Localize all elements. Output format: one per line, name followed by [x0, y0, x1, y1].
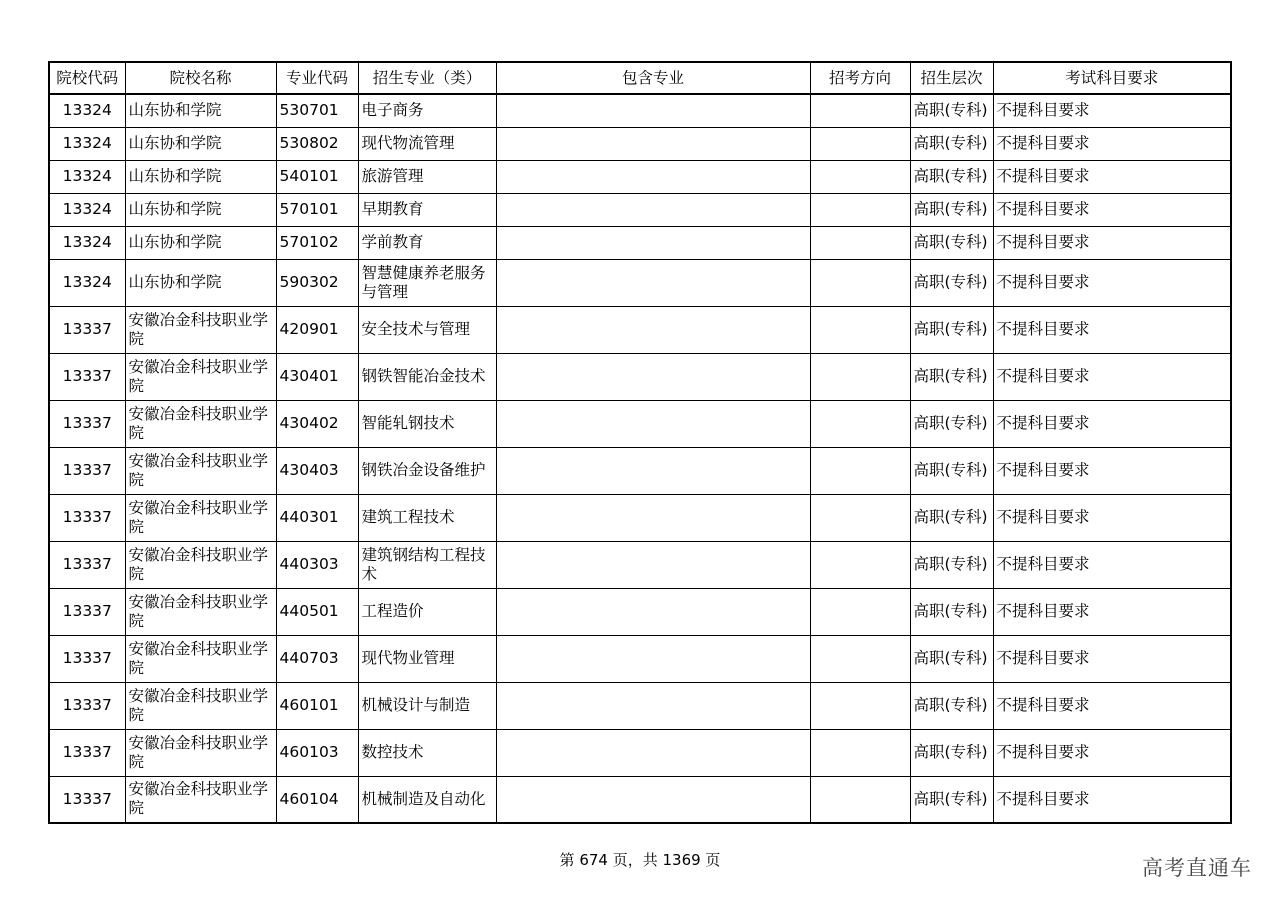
major-name-cell: 现代物流管理: [358, 127, 496, 160]
table-row: [49, 259, 1231, 306]
requirement-cell: 不提科目要求: [993, 541, 1231, 588]
school-code-cell: 13324: [49, 193, 125, 226]
major-code-cell: 570101: [276, 193, 358, 226]
requirement-cell: 不提科目要求: [993, 729, 1231, 776]
level-cell: 高职(专科): [910, 776, 993, 823]
school-code-cell: 13337: [49, 729, 125, 776]
major-name-cell: 智能轧钢技术: [358, 400, 496, 447]
school-name-cell: 安徽冶金科技职业学院: [125, 353, 276, 400]
major-code-cell: 440703: [276, 635, 358, 682]
requirement-cell: 不提科目要求: [993, 127, 1231, 160]
header-cell: 院校名称: [125, 62, 276, 94]
school-code-cell: 13337: [49, 353, 125, 400]
major-name-cell: 建筑钢结构工程技术: [358, 541, 496, 588]
direction-cell: [810, 94, 910, 127]
table-row: [49, 729, 1231, 776]
table-row: [49, 541, 1231, 588]
major-code-cell: 440501: [276, 588, 358, 635]
requirement-cell: 不提科目要求: [993, 160, 1231, 193]
included-majors-cell: [496, 682, 810, 729]
included-majors-cell: [496, 776, 810, 823]
level-cell: 高职(专科): [910, 588, 993, 635]
major-name-cell: 智慧健康养老服务与管理: [358, 259, 496, 306]
major-name-cell: 早期教育: [358, 193, 496, 226]
included-majors-cell: [496, 447, 810, 494]
requirement-cell: 不提科目要求: [993, 776, 1231, 823]
school-code-cell: 13337: [49, 494, 125, 541]
major-name-cell: 钢铁冶金设备维护: [358, 447, 496, 494]
level-cell: 高职(专科): [910, 193, 993, 226]
table-row: [49, 682, 1231, 729]
major-name-cell: 钢铁智能冶金技术: [358, 353, 496, 400]
header-cell: 招生专业（类）: [358, 62, 496, 94]
school-name-cell: 安徽冶金科技职业学院: [125, 400, 276, 447]
school-name-cell: 安徽冶金科技职业学院: [125, 306, 276, 353]
major-code-cell: 570102: [276, 226, 358, 259]
table-row: [49, 226, 1231, 259]
direction-cell: [810, 635, 910, 682]
school-name-cell: 安徽冶金科技职业学院: [125, 729, 276, 776]
school-name-cell: 安徽冶金科技职业学院: [125, 447, 276, 494]
direction-cell: [810, 160, 910, 193]
school-name-cell: 山东协和学院: [125, 160, 276, 193]
school-code-cell: 13337: [49, 400, 125, 447]
included-majors-cell: [496, 635, 810, 682]
level-cell: 高职(专科): [910, 400, 993, 447]
level-cell: 高职(专科): [910, 94, 993, 127]
major-name-cell: 现代物业管理: [358, 635, 496, 682]
requirement-cell: 不提科目要求: [993, 494, 1231, 541]
requirement-cell: 不提科目要求: [993, 259, 1231, 306]
direction-cell: [810, 494, 910, 541]
major-code-cell: 440303: [276, 541, 358, 588]
level-cell: 高职(专科): [910, 729, 993, 776]
requirement-cell: 不提科目要求: [993, 226, 1231, 259]
header-cell: 包含专业: [496, 62, 810, 94]
table-row: [49, 193, 1231, 226]
direction-cell: [810, 127, 910, 160]
major-code-cell: 460101: [276, 682, 358, 729]
level-cell: 高职(专科): [910, 682, 993, 729]
table-row: [49, 127, 1231, 160]
requirement-cell: 不提科目要求: [993, 447, 1231, 494]
school-code-cell: 13337: [49, 447, 125, 494]
direction-cell: [810, 447, 910, 494]
major-name-cell: 数控技术: [358, 729, 496, 776]
direction-cell: [810, 226, 910, 259]
school-code-cell: 13337: [49, 635, 125, 682]
table-row: [49, 306, 1231, 353]
included-majors-cell: [496, 259, 810, 306]
level-cell: 高职(专科): [910, 635, 993, 682]
table-row: [49, 776, 1231, 823]
level-cell: 高职(专科): [910, 353, 993, 400]
school-name-cell: 山东协和学院: [125, 259, 276, 306]
direction-cell: [810, 306, 910, 353]
header-cell: 招考方向: [810, 62, 910, 94]
header-cell: 招生层次: [910, 62, 993, 94]
table-row: [49, 160, 1231, 193]
direction-cell: [810, 776, 910, 823]
major-code-cell: 460103: [276, 729, 358, 776]
major-code-cell: 430403: [276, 447, 358, 494]
table-row: [49, 353, 1231, 400]
level-cell: 高职(专科): [910, 127, 993, 160]
included-majors-cell: [496, 729, 810, 776]
direction-cell: [810, 682, 910, 729]
school-name-cell: 安徽冶金科技职业学院: [125, 494, 276, 541]
school-code-cell: 13324: [49, 160, 125, 193]
major-name-cell: 旅游管理: [358, 160, 496, 193]
major-code-cell: 540101: [276, 160, 358, 193]
included-majors-cell: [496, 353, 810, 400]
included-majors-cell: [496, 160, 810, 193]
included-majors-cell: [496, 127, 810, 160]
school-code-cell: 13337: [49, 306, 125, 353]
school-name-cell: 山东协和学院: [125, 226, 276, 259]
direction-cell: [810, 400, 910, 447]
school-name-cell: 安徽冶金科技职业学院: [125, 682, 276, 729]
school-code-cell: 13324: [49, 94, 125, 127]
included-majors-cell: [496, 541, 810, 588]
included-majors-cell: [496, 306, 810, 353]
major-name-cell: 建筑工程技术: [358, 494, 496, 541]
school-name-cell: 安徽冶金科技职业学院: [125, 635, 276, 682]
requirement-cell: 不提科目要求: [993, 635, 1231, 682]
major-name-cell: 安全技术与管理: [358, 306, 496, 353]
level-cell: 高职(专科): [910, 259, 993, 306]
header-cell: 考试科目要求: [993, 62, 1231, 94]
school-code-cell: 13324: [49, 127, 125, 160]
table-row: [49, 447, 1231, 494]
requirement-cell: 不提科目要求: [993, 682, 1231, 729]
direction-cell: [810, 353, 910, 400]
header-row: [49, 62, 1231, 94]
school-code-cell: 13324: [49, 226, 125, 259]
requirement-cell: 不提科目要求: [993, 353, 1231, 400]
school-name-cell: 安徽冶金科技职业学院: [125, 541, 276, 588]
level-cell: 高职(专科): [910, 447, 993, 494]
direction-cell: [810, 259, 910, 306]
major-name-cell: 学前教育: [358, 226, 496, 259]
school-name-cell: 山东协和学院: [125, 193, 276, 226]
included-majors-cell: [496, 588, 810, 635]
header-cell: 院校代码: [49, 62, 125, 94]
major-code-cell: 420901: [276, 306, 358, 353]
school-code-cell: 13324: [49, 259, 125, 306]
requirement-cell: 不提科目要求: [993, 306, 1231, 353]
watermark-logo: 高考直通车: [1142, 856, 1252, 880]
school-code-cell: 13337: [49, 682, 125, 729]
page-number: 第 674 页，共 1369 页: [559, 851, 721, 869]
included-majors-cell: [496, 94, 810, 127]
header-cell: 专业代码: [276, 62, 358, 94]
level-cell: 高职(专科): [910, 160, 993, 193]
major-code-cell: 530701: [276, 94, 358, 127]
requirement-cell: 不提科目要求: [993, 94, 1231, 127]
school-name-cell: 安徽冶金科技职业学院: [125, 588, 276, 635]
table-row: [49, 400, 1231, 447]
table-row: [49, 635, 1231, 682]
school-name-cell: 山东协和学院: [125, 94, 276, 127]
major-code-cell: 530802: [276, 127, 358, 160]
level-cell: 高职(专科): [910, 541, 993, 588]
major-name-cell: 工程造价: [358, 588, 496, 635]
included-majors-cell: [496, 400, 810, 447]
school-code-cell: 13337: [49, 541, 125, 588]
included-majors-cell: [496, 226, 810, 259]
included-majors-cell: [496, 494, 810, 541]
major-code-cell: 440301: [276, 494, 358, 541]
major-code-cell: 430401: [276, 353, 358, 400]
major-code-cell: 460104: [276, 776, 358, 823]
major-name-cell: 电子商务: [358, 94, 496, 127]
school-name-cell: 山东协和学院: [125, 127, 276, 160]
requirement-cell: 不提科目要求: [993, 400, 1231, 447]
school-code-cell: 13337: [49, 776, 125, 823]
school-code-cell: 13337: [49, 588, 125, 635]
major-name-cell: 机械设计与制造: [358, 682, 496, 729]
direction-cell: [810, 193, 910, 226]
admissions-table: [48, 61, 1232, 824]
direction-cell: [810, 541, 910, 588]
included-majors-cell: [496, 193, 810, 226]
school-name-cell: 安徽冶金科技职业学院: [125, 776, 276, 823]
level-cell: 高职(专科): [910, 226, 993, 259]
requirement-cell: 不提科目要求: [993, 588, 1231, 635]
requirement-cell: 不提科目要求: [993, 193, 1231, 226]
direction-cell: [810, 588, 910, 635]
level-cell: 高职(专科): [910, 494, 993, 541]
major-code-cell: 430402: [276, 400, 358, 447]
major-name-cell: 机械制造及自动化: [358, 776, 496, 823]
table-row: [49, 588, 1231, 635]
table-row: [49, 94, 1231, 127]
table-row: [49, 494, 1231, 541]
direction-cell: [810, 729, 910, 776]
major-code-cell: 590302: [276, 259, 358, 306]
level-cell: 高职(专科): [910, 306, 993, 353]
